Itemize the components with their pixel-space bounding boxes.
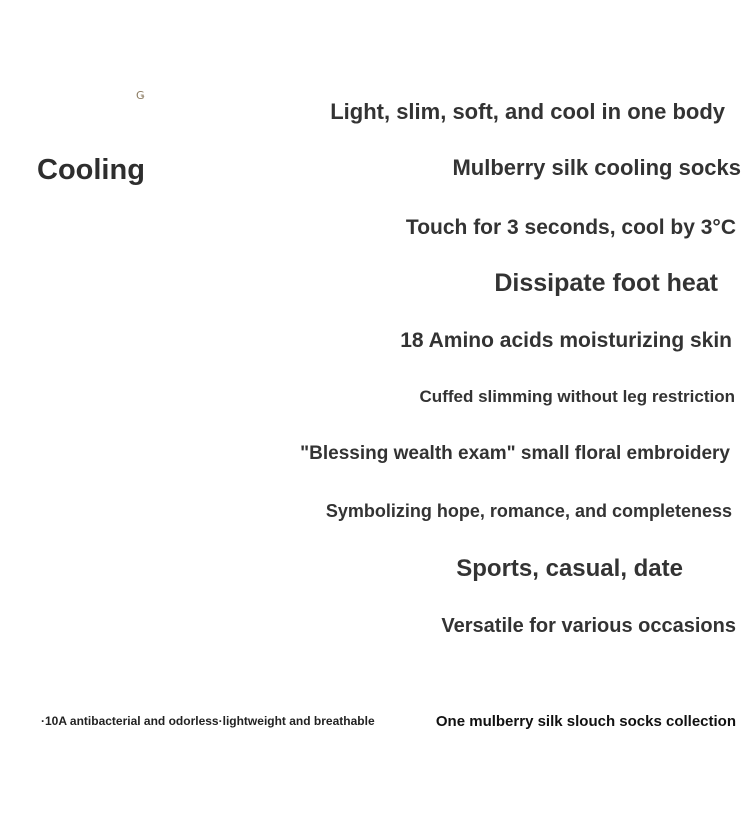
footer-features: ·10A antibacterial and odorless·lightweight and breathable bbox=[41, 714, 375, 728]
feature-line-4: Dissipate foot heat bbox=[494, 269, 718, 297]
feature-line-6: Cuffed slimming without leg restriction bbox=[419, 387, 735, 406]
feature-line-10: Versatile for various occasions bbox=[441, 615, 736, 637]
feature-line-7: "Blessing wealth exam" small floral embroidery bbox=[300, 443, 730, 464]
feature-line-8: Symbolizing hope, romance, and completeness bbox=[325, 501, 732, 521]
footer-collection: One mulberry silk slouch socks collection bbox=[435, 713, 736, 730]
feature-line-3: Touch for 3 seconds, cool by 3°C bbox=[405, 216, 736, 239]
feature-line-9: Sports, casual, date bbox=[456, 555, 683, 582]
feature-line-1: Light, slim, soft, and cool in one body bbox=[330, 99, 725, 124]
feature-line-2: Mulberry silk cooling socks bbox=[452, 155, 741, 180]
decorative-glyph-icon: Ǥ bbox=[136, 89, 145, 102]
feature-line-5: 18 Amino acids moisturizing skin bbox=[400, 329, 732, 352]
headline-cooling: Cooling bbox=[37, 154, 145, 186]
